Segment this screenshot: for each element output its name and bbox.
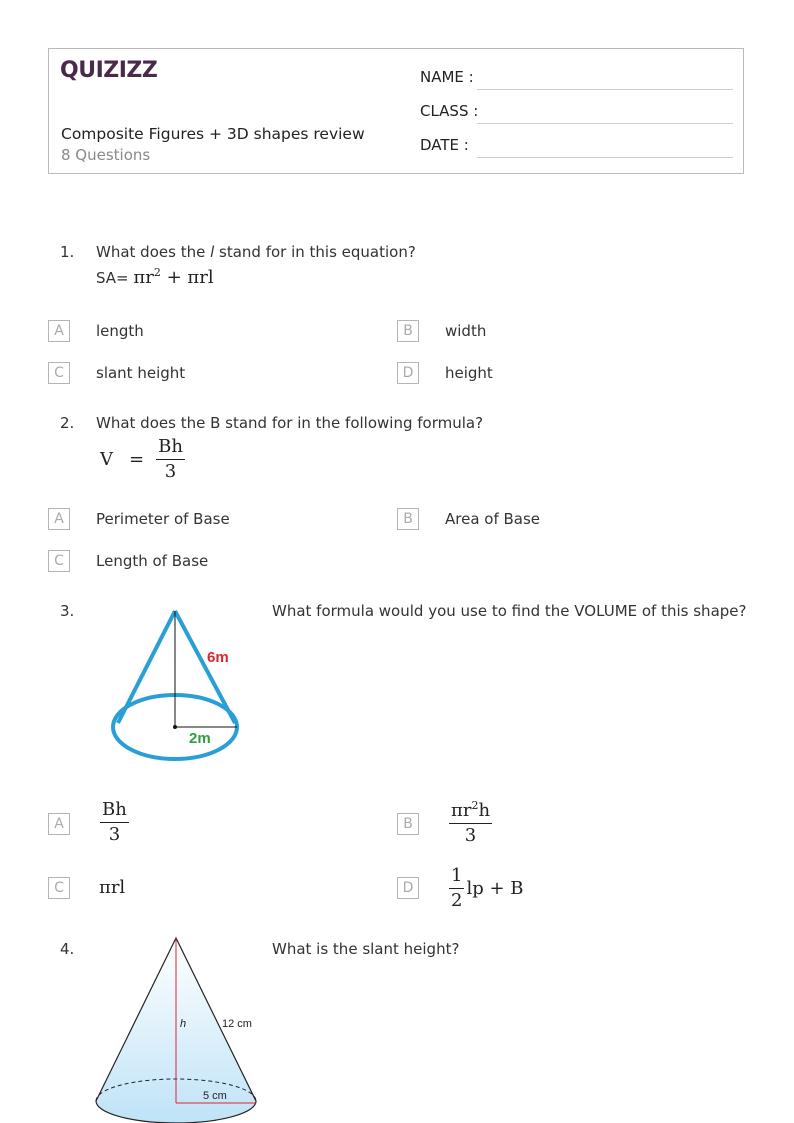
cone-center-dot xyxy=(173,725,177,729)
option-a-text[interactable]: Perimeter of Base xyxy=(96,510,230,528)
quizizz-logo: QUIZIZZ xyxy=(60,58,158,83)
option-c-formula[interactable]: πrl xyxy=(99,877,126,898)
question-text: What is the slant height? xyxy=(272,940,460,958)
option-d-text[interactable]: height xyxy=(445,364,493,382)
class-line[interactable] xyxy=(477,123,733,124)
cone-side-right xyxy=(175,611,235,723)
slant-label: 6m xyxy=(207,649,229,666)
date-line[interactable] xyxy=(477,157,733,158)
surface-area-formula: $SA= \pi r^2 + \pi rl$ xyxy=(96,266,214,288)
option-c-text[interactable]: Length of Base xyxy=(96,552,209,570)
slant-label: 12 cm xyxy=(222,1018,252,1030)
option-a-text[interactable]: length xyxy=(96,322,144,340)
height-label: h xyxy=(180,1018,187,1030)
question-number: 4. xyxy=(60,940,75,958)
question-number: 2. xyxy=(60,414,75,432)
option-c-text[interactable]: slant height xyxy=(96,364,186,382)
name-label: NAME : xyxy=(420,68,474,86)
radius-label: 2m xyxy=(189,730,211,747)
option-c-badge[interactable]: C xyxy=(48,550,70,572)
cone-figure xyxy=(92,934,264,1123)
option-a-badge[interactable]: A xyxy=(48,320,70,342)
question-count: 8 Questions xyxy=(61,146,151,164)
option-d-badge[interactable]: D xyxy=(397,877,419,899)
option-c-badge[interactable]: C xyxy=(48,877,70,899)
option-a-badge[interactable]: A xyxy=(48,813,70,835)
question-text: What formula would you use to find the VOLUME of this shape? xyxy=(272,602,747,620)
option-d-formula[interactable]: $\frac{1}{2}$ lp + B xyxy=(451,865,524,911)
radius-label: 5 cm xyxy=(203,1090,227,1102)
volume-formula: V = $\frac{Bh}{3}$ xyxy=(100,436,183,482)
option-b-badge[interactable]: B xyxy=(397,508,419,530)
option-a-badge[interactable]: A xyxy=(48,508,70,530)
worksheet-title: Composite Figures + 3D shapes review xyxy=(61,125,365,143)
class-label: CLASS : xyxy=(420,102,479,120)
date-label: DATE : xyxy=(420,136,469,154)
question-text: What does the l stand for in this equation? xyxy=(96,243,416,261)
option-b-badge[interactable]: B xyxy=(397,320,419,342)
option-b-badge[interactable]: B xyxy=(397,813,419,835)
option-b-formula[interactable]: $\frac{\pi r^2h}{3}$ xyxy=(451,799,491,846)
question-text: What does the B stand for in the following formula? xyxy=(96,414,484,432)
question-number: 1. xyxy=(60,243,75,261)
cone-figure xyxy=(104,600,254,768)
option-b-text[interactable]: width xyxy=(445,322,487,340)
option-d-badge[interactable]: D xyxy=(397,362,419,384)
option-b-text[interactable]: Area of Base xyxy=(445,510,541,528)
option-c-badge[interactable]: C xyxy=(48,362,70,384)
option-a-formula[interactable]: $\frac{Bh}{3}$ xyxy=(102,799,127,845)
name-line[interactable] xyxy=(477,89,733,90)
question-number: 3. xyxy=(60,602,75,620)
